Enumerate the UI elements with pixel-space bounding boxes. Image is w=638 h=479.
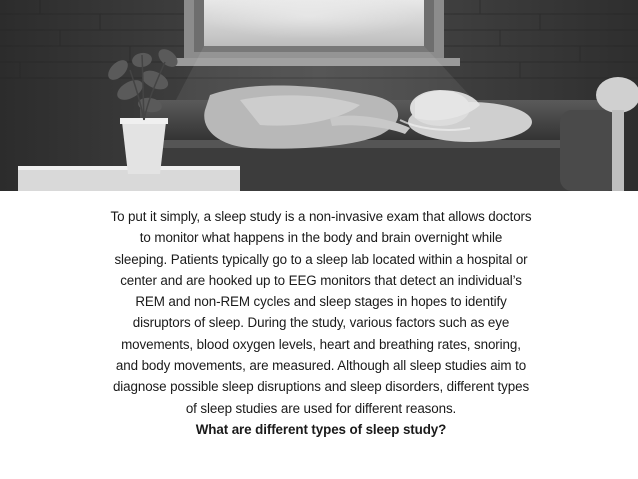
body-line: of sleep studies are used for different reasons. bbox=[185, 400, 457, 416]
body-paragraph bbox=[98, 206, 544, 440]
body-line: center and are hooked up to EEG monitors that detect an individual’s bbox=[120, 272, 522, 288]
body-line: to monitor what happens in the body and brain overnight while bbox=[139, 230, 503, 246]
sleeping-woman-photo bbox=[0, 0, 638, 191]
body-line: disruptors of sleep. During the study, various factors such as eye bbox=[132, 315, 510, 331]
body-line: movements, blood oxygen levels, heart and breathing rates, snoring, bbox=[121, 336, 521, 352]
section-question-heading: What are different types of sleep study? bbox=[195, 421, 447, 437]
body-line: To put it simply, a sleep study is a non-invasive exam that allows doctors bbox=[110, 209, 532, 224]
body-line: diagnose possible sleep disruptions and sleep disorders, different types bbox=[112, 379, 530, 395]
body-line: REM and non-REM cycles and sleep stages in hopes to identify bbox=[135, 294, 507, 310]
body-line: sleeping. Patients typically go to a sleep lab located within a hospital or bbox=[114, 251, 528, 267]
body-line: and body movements, are measured. Although all sleep studies aim to bbox=[115, 358, 527, 374]
